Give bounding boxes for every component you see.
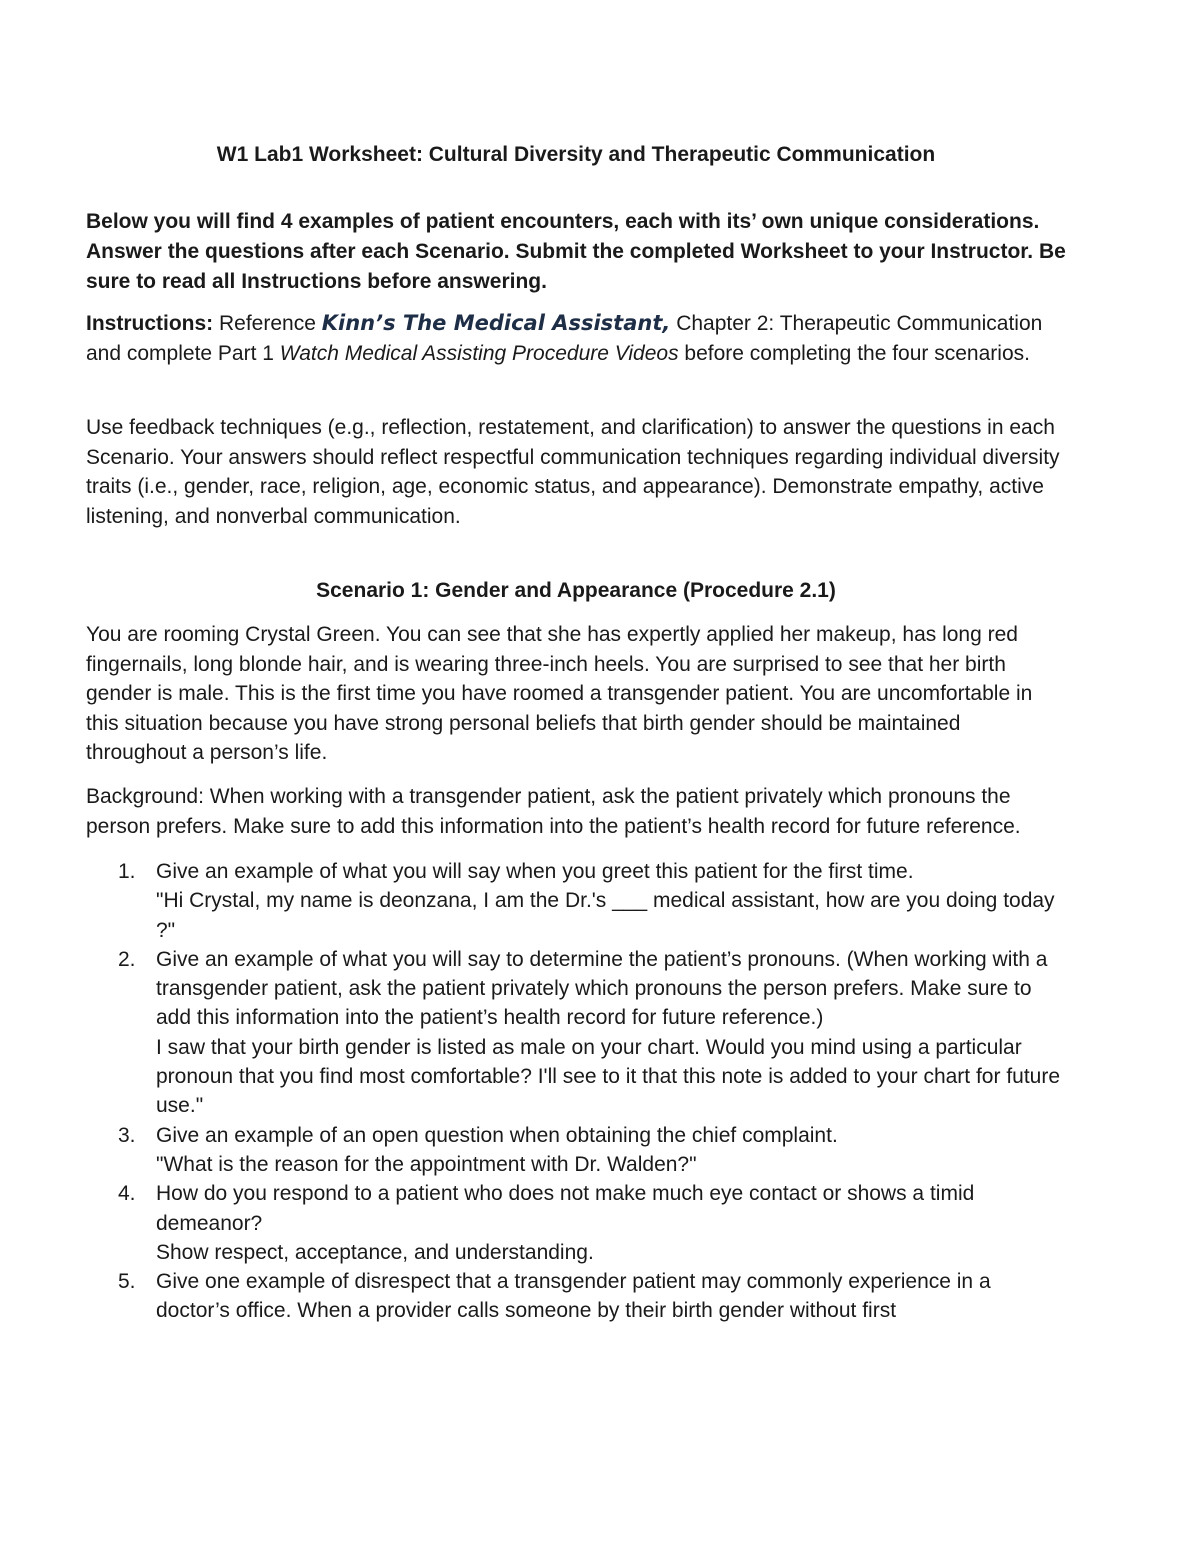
question-number: 3. <box>118 1123 136 1147</box>
instructions-text-before: Reference <box>213 312 322 335</box>
question-number: 2. <box>118 947 136 971</box>
instructions-text-middle: Chapter 2: Therapeutic Communication and complete Part 1 <box>86 312 1043 365</box>
question-item <box>86 945 1066 1121</box>
scenario-heading: Scenario 1: Gender and Appearance (Procedure 2.1) <box>316 579 836 602</box>
question-text: Give an example of what you will say to determine the patient’s pronouns. (When working with a transgender patient, ask the patient privately which pronouns the person prefers. Make sure to add this information into the patient’s health record for future reference.) <box>156 947 1048 1030</box>
scenario-description: You are rooming Crystal Green. You can see that she has expertly applied her makeup, has long red fingernails, long blonde hair, and is wearing three-inch heels. You are surprised to see that her birth gender is male. This is the first time you have roomed a transgender patient. You are uncomfortable in this situation because you have strong personal beliefs that birth gender should be maintained throughout a person’s life. <box>86 623 1033 764</box>
question-text: Give an example of an open question when obtaining the chief complaint. <box>156 1123 838 1147</box>
page-title: W1 Lab1 Worksheet: Cultural Diversity and Therapeutic Communication <box>216 143 936 166</box>
question-item <box>86 857 1066 945</box>
question-number: 1. <box>118 860 136 883</box>
feedback-paragraph: Use feedback techniques (e.g., reflection, restatement, and clarification) to answer the questions in each Scenario. Your answers should reflect respectful communication techniques regarding individual diversity traits (i.e., gender, race, religion, age, economic status, and appearance). Demonstrate empathy, active listening, and nonverbal communication. <box>86 416 1060 528</box>
instructions-paragraph <box>86 309 1066 368</box>
question-text: How do you respond to a patient who does not make much eye contact or shows a timid demeanor? <box>156 1182 975 1235</box>
question-text: Give an example of what you will say when you greet this patient for the first time. <box>156 860 914 883</box>
answer-text: Show respect, acceptance, and understanding. <box>156 1240 594 1264</box>
question-number: 4. <box>118 1182 136 1206</box>
scenario-background: Background: When working with a transgender patient, ask the patient privately which pronouns the person prefers. Make sure to add this information into the patient’s health record for future reference. <box>86 785 1021 838</box>
intro-paragraph: Below you will find 4 examples of patient encounters, each with its’ own unique considerations. Answer the questions after each Scenario. Submit the completed Worksheet to your Instructor. Be sure to read all Instructions before answering. <box>86 210 1066 293</box>
question-item <box>86 1267 1066 1326</box>
instructions-label: Instructions: <box>86 312 214 335</box>
answer-text: I saw that your birth gender is listed as male on your chart. Would you mind using a particular pronoun that you find most comfortable? I'll see to it that this note is added to your chart for future use." <box>156 1035 1061 1118</box>
answer-text: "What is the reason for the appointment with Dr. Walden?" <box>156 1152 697 1176</box>
answer-text: "Hi Crystal, my name is deonzana, I am the Dr.'s ___ medical assistant, how are you doing today ?" <box>156 889 1055 942</box>
question-item <box>86 1121 1066 1180</box>
question-text: Give one example of disrespect that a transgender patient may commonly experience in a doctor’s office. When a provider calls someone by their birth gender without first <box>156 1270 991 1323</box>
instructions-text-after: before completing the four scenarios. <box>678 341 1030 365</box>
book-title: Kinn’s The Medical Assistant, <box>321 311 671 335</box>
question-item <box>86 1179 1066 1267</box>
video-title: Watch Medical Assisting Procedure Videos <box>279 341 679 365</box>
question-number: 5. <box>118 1270 136 1294</box>
question-list <box>86 857 1066 1326</box>
